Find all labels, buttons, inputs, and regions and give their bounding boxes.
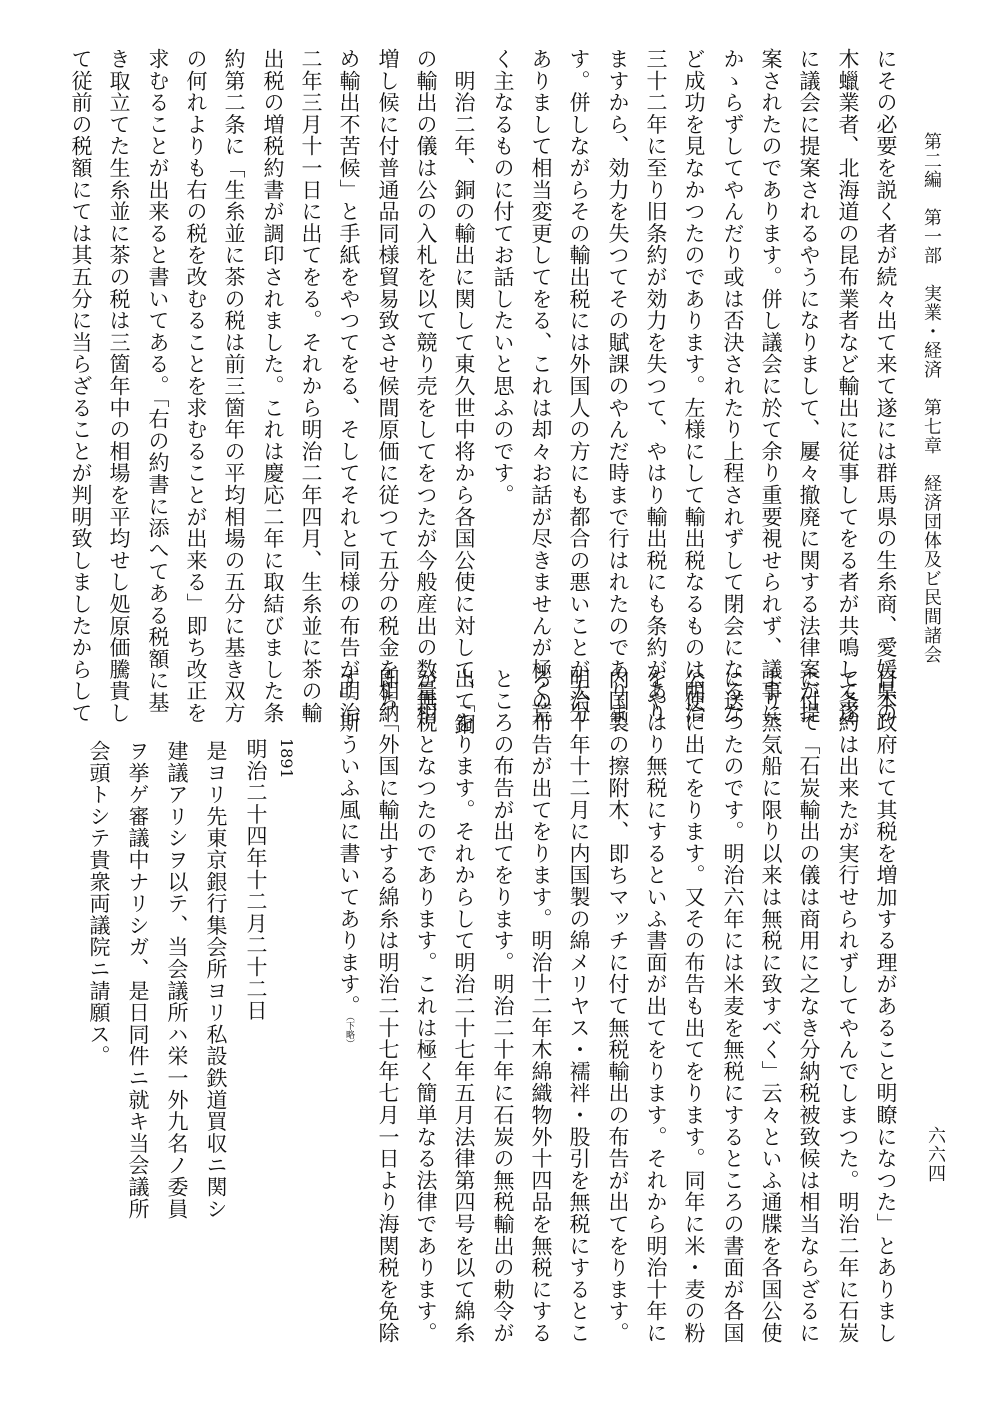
omission-note: （下略） xyxy=(344,1016,354,1049)
text-column: す。併しながらその輸出税には外国人の方にも都合の悪いことが大分 xyxy=(567,48,591,724)
text-column: 内国製の擦附木、即ちマッチに付て無税輸出の布告が出てをります。 xyxy=(606,668,630,1344)
record-line: 是ヨリ先東京銀行集会所ヨリ私設鉄道買収ニ関シ xyxy=(204,740,228,1220)
text-column: て条約は出来たが実行せられずしてやんでしまつた。明治二年に石炭 xyxy=(836,668,860,1344)
text-column: ろの布告が出てをります。明治十二年木綿織物外十四品を無税にする xyxy=(529,668,553,1344)
text-column: をやはり無税にするといふ書面が出てをります。それから明治十年に xyxy=(644,668,668,1344)
text-column: 木蠟業者、北海道の昆布業者など輸出に従事してをる者が共鳴して遂 xyxy=(836,48,860,724)
text-column: より蒸気船に限り以来は無税に致すべく」云々といふ通牒を各国公使 xyxy=(759,668,783,1344)
record-line: ヲ挙ゲ審議中ナリシガ、是日同件ニ就キ当会議所 xyxy=(126,740,150,1220)
text-column: かゝらずしてやんだり或は否決されたり上程されずして閉会になるな xyxy=(721,48,745,724)
text-column: 求むることが出来ると書いてある。「右の約書に添へてある税額に基 xyxy=(146,48,170,714)
text-column: の輸出の儀は公の入札を以て競り売をしてをつたが今般産出の数量相 xyxy=(414,48,438,724)
text-column: 出税の増税約書が調印されました。これは慶応二年に取結びました条 xyxy=(261,48,285,724)
text-column-body: す」斯ういふ風に書いてあります。 xyxy=(337,668,361,1017)
text-column: 公使に出てをります。又その布告も出てをります。同年に米・麦の粉 xyxy=(682,668,706,1344)
text-column: の何れよりも右の税を改むることを求むることが出来る」即ち改正を xyxy=(184,48,208,724)
text-column: 即ち「外国に輸出する綿糸は明治二十七年七月一日より海関税を免除 xyxy=(376,668,400,1344)
text-column: き取立てた生糸並に茶の税は三箇年中の相場を平均せし処原価騰貴し xyxy=(107,48,131,724)
text-column: 約第二条に「生糸並に茶の税は前三箇年の平均相場の五分に基き双方 xyxy=(222,48,246,724)
text-column: て従前の税額にては其五分に当らざることが判明致しましたからして xyxy=(69,48,93,724)
text-column: に議会に提案されるやうになりまして、屢々撤廃に関する法律案が提 xyxy=(797,48,821,724)
text-column: ところの布告が出てをります。明治二十年に石炭の無税輸出の勅令が xyxy=(491,668,515,1344)
text-column: く主なるものに付てお話したいと思ふのです。 xyxy=(491,48,515,506)
text-column: 案されたのであります。併し議会に於て余り重要視せられず、議事に xyxy=(759,48,783,724)
text-column: ありまして相当変更してをる、これは却々お話が尽きませんが極く荒 xyxy=(529,48,553,724)
text-column: が無税となつたのであります。これは極く簡単なる法律であります。 xyxy=(414,668,438,1344)
text-column: 日本政府にて其税を増加する理があること明瞭になつた」とありまし xyxy=(874,668,898,1344)
text-column: 三十二年に至り旧条約が効力を失つて、やはり輸出税にも条約があり xyxy=(644,48,668,724)
text-column: 二年三月十一日に出てをる。それから明治二年四月、生糸並に茶の輸 xyxy=(299,48,323,724)
text-column: 出てをります。それからして明治二十七年五月法律第四号を以て綿糸 xyxy=(452,668,476,1344)
text-column: にその必要を説く者が続々出て来て遂には群馬県の生糸商、愛媛県の xyxy=(874,48,898,724)
text-column: め輸出不苦候」と手紙をやつてをる、そしてそれと同様の布告が明治 xyxy=(337,48,361,724)
text-column: に送つたのです。明治六年には米麦を無税にするところの書面が各国 xyxy=(721,668,745,1344)
text-column: ますから、効力を失つてその賦課のやんだ時まで行はれたのでありま xyxy=(606,48,630,724)
year-marker: 1891 xyxy=(277,738,296,779)
page-number: 六六四 xyxy=(925,1126,946,1183)
record-line: 会頭トシテ貴衆両議院ニ請願ス。 xyxy=(87,740,111,1067)
record-line: 建議アリシヲ以テ、当会議所ハ栄一外九名ノ委員 xyxy=(165,740,189,1220)
text-column: 明治二年、銅の輸出に関して東久世中将から各国公使に対して、「銅 xyxy=(452,48,476,736)
text-column xyxy=(338,668,359,1048)
running-head-area xyxy=(922,132,950,672)
text-column: に付て「石炭輸出の儀は商用に之なき分納税被致候は相当ならざるに xyxy=(797,668,821,1344)
running-head: 第二編 第一部 実業・経済 第七章 経済団体及ビ民間諸会 xyxy=(921,132,942,664)
text-column: ど成功を見なかつたのであります。左様にして輸出税なるものは明治 xyxy=(682,48,706,724)
text-column: 明治十年十二月に内国製の綿メリヤス・襦袢・股引を無税にするとこ xyxy=(567,668,591,1344)
text-column: 増し候に付普通品同様貿易致させ候間原価に従つて五分の税金を相納 xyxy=(376,48,400,724)
record-date: 明治二十四年十二月二十二日 xyxy=(244,738,268,1022)
